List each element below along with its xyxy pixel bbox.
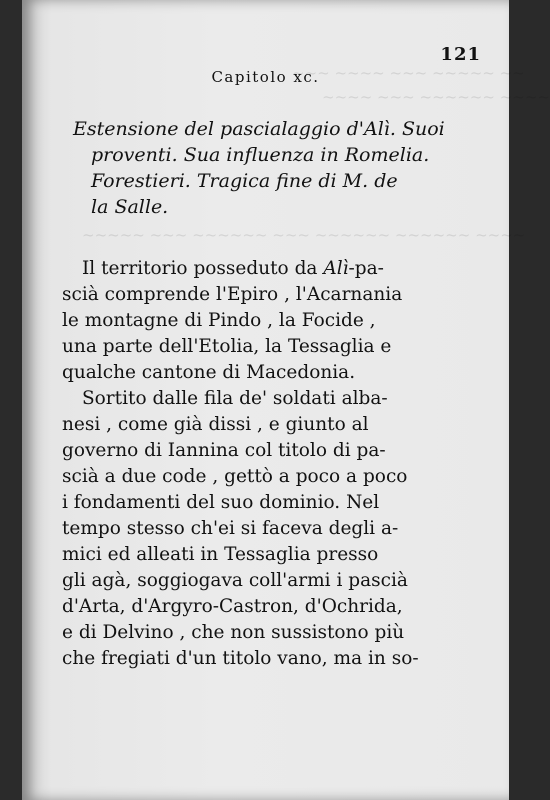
- body-line: e di Delvino , che non sussistono più: [62, 622, 405, 643]
- chapter-heading: [22, 68, 509, 86]
- summary-line: la Salle.: [91, 196, 169, 218]
- body-line: qualche cantone di Macedonia.: [62, 362, 356, 383]
- summary-line: Estensione del pascialaggio d'Alì. Suoi: [73, 118, 445, 140]
- page-number: 121: [440, 44, 481, 65]
- bleed-through: ~~~ ~~~~ ~~~ ~~~~~ ~~: [292, 64, 525, 82]
- body-line: i fondamenti del suo dominio. Nel: [62, 492, 380, 513]
- body-line: le montagne di Pindo , la Focide ,: [62, 310, 376, 331]
- body-line: mici ed alleati in Tessaglia presso: [62, 544, 379, 565]
- body-line: scià a due code , gettò a poco a poco: [62, 466, 408, 487]
- name-ali: Alì: [323, 258, 349, 279]
- body-text: [62, 256, 422, 672]
- bleed-through: ~~~~ ~~~ ~~~~~~ ~~~~: [322, 88, 550, 106]
- summary-line: proventi. Sua influenza in Romelia.: [91, 144, 430, 166]
- body-line-text: Il territorio posseduto da: [82, 258, 324, 279]
- body-line: tempo stesso ch'ei si faceva degli a-: [62, 518, 399, 539]
- body-line: Sortito dalle fila de' soldati alba-: [82, 388, 388, 409]
- page-sheet: [22, 0, 550, 800]
- body-line: che fregiati d'un titolo vano, ma in so-: [62, 648, 419, 669]
- body-line: d'Arta, d'Argyro-Castron, d'Ochrida,: [62, 596, 403, 617]
- bleed-through: ~~~~~ ~~~ ~~~~~~ ~~~ ~~~~~~ ~~~~~~ ~~~~: [82, 226, 526, 244]
- body-line: una parte dell'Etolia, la Tessaglia e: [62, 336, 392, 357]
- chapter-summary: [73, 116, 453, 220]
- body-line: governo di Iannina col titolo di pa-: [62, 440, 386, 461]
- body-line: nesi , come già dissi , e giunto al: [62, 414, 369, 435]
- body-line-text: -pa-: [348, 258, 384, 279]
- body-line: gli agà, soggiogava coll'armi i pascià: [62, 570, 408, 591]
- chapter-heading-text: Capitolo xc.: [211, 68, 320, 86]
- body-line: [62, 256, 422, 282]
- body-line: scià comprende l'Epiro , l'Acarnania: [62, 284, 403, 305]
- summary-line: Forestieri. Tragica fine di M. de: [91, 170, 398, 192]
